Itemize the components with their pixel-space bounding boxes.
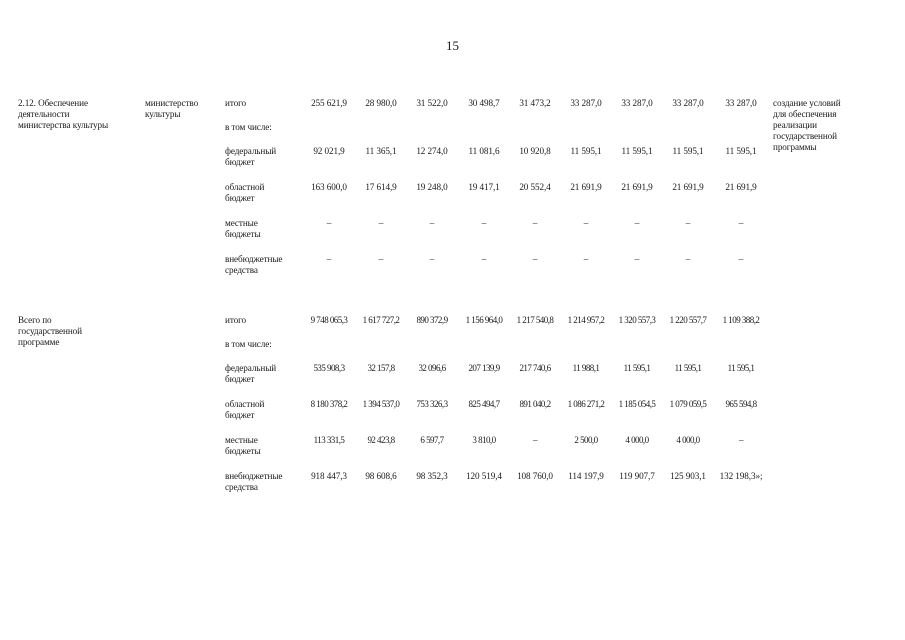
value-cell: – [378,218,384,228]
row-label: местные бюджеты [225,218,261,239]
value-cell: – [378,254,384,264]
page-number: 15 [446,38,459,53]
value-cell: 19 248,0 [416,182,448,192]
value-cell: 11 595,1 [570,146,602,156]
value-cell: – [739,435,743,445]
row-label: местные бюджеты [225,435,261,456]
value-cell: 890 372,9 [416,315,448,325]
value-cell: 9 748 065,3 [310,315,348,325]
value-cell: – [326,218,332,228]
value-cell: 108 760,0 [517,471,553,481]
value-cell: – [429,218,435,228]
value-cell: – [634,254,640,264]
value-cell: 3 810,0 [472,435,496,445]
value-cell: 1 617 727,2 [362,315,400,325]
value-cell: 753 326,3 [416,399,448,409]
row-label: в том числе: [225,339,272,349]
value-cell: 11 365,1 [365,146,397,156]
value-cell: 1 109 388,2 [722,315,760,325]
value-cell: 4 000,0 [625,435,649,445]
value-cell: 1 214 957,2 [567,315,605,325]
value-cell: 28 980,0 [365,98,397,108]
value-cell: – [583,218,589,228]
row-label: в том числе: [225,122,272,132]
value-cell: 2 500,0 [574,435,598,445]
value-cell: 11 081,6 [468,146,500,156]
value-cell: 825 494,7 [468,399,500,409]
value-cell: 125 903,1 [670,471,706,481]
section-name: Всего по государственной программе [18,315,82,347]
row-label: внебюджетные средства [225,471,283,492]
row-label: внебюджетные средства [225,254,283,275]
value-cell: – [583,254,589,264]
value-cell: 12 274,0 [416,146,448,156]
value-cell: 535 908,3 [313,363,345,373]
row-label: федеральный бюджет [225,146,277,167]
value-cell: – [326,254,332,264]
value-cell: 10 920,8 [519,146,551,156]
value-cell: 21 691,9 [621,182,653,192]
value-cell: 1 086 271,2 [567,399,605,409]
row-label: областной бюджет [225,182,265,203]
value-cell: 32 157,8 [367,363,395,373]
value-cell: 1 394 537,0 [362,399,400,409]
value-cell: 11 595,1 [725,146,757,156]
value-cell: 6 597,7 [420,435,444,445]
value-cell: 207 139,9 [468,363,500,373]
value-cell: – [532,218,538,228]
value-cell: 11 595,1 [623,363,651,373]
value-cell: – [634,218,640,228]
value-cell: 33 287,0 [570,98,602,108]
value-cell: 98 608,6 [365,471,397,481]
value-cell: 11 595,1 [674,363,702,373]
value-cell: 8 180 378,2 [310,399,348,409]
value-cell: 11 988,1 [572,363,600,373]
section-executor: министерство культуры [145,98,199,119]
value-cell: 255 621,9 [311,98,347,108]
value-cell: – [685,254,691,264]
value-cell: 4 000,0 [676,435,700,445]
value-cell: 31 522,0 [416,98,448,108]
value-cell: – [481,254,487,264]
value-cell: 217 740,6 [519,363,551,373]
value-cell: 21 691,9 [725,182,757,192]
row-label: федеральный бюджет [225,363,277,384]
value-cell: 33 287,0 [621,98,653,108]
value-cell: – [429,254,435,264]
value-cell: 120 519,4 [466,471,502,481]
value-cell: 1 217 540,8 [516,315,554,325]
value-cell: 21 691,9 [570,182,602,192]
value-cell: 918 447,3 [311,471,347,481]
row-label: областной бюджет [225,399,265,420]
value-cell: 113 331,5 [313,435,345,445]
value-cell: 891 040,2 [519,399,551,409]
value-cell: 1 079 059,5 [669,399,707,409]
value-cell: 21 691,9 [672,182,704,192]
value-cell: 30 498,7 [468,98,500,108]
row-label: итого [225,315,247,325]
value-cell: 33 287,0 [672,98,704,108]
section-name: 2.12. Обеспечение деятельности министерства культуры [18,98,109,130]
value-cell: – [685,218,691,228]
value-cell: 119 907,7 [619,471,655,481]
row-label: итого [225,98,247,108]
value-cell: – [738,254,744,264]
value-cell: 965 594,8 [725,399,757,409]
value-cell: 11 595,1 [727,363,755,373]
value-cell: 114 197,9 [568,471,604,481]
value-cell: – [532,254,538,264]
value-cell: 1 185 054,5 [618,399,656,409]
value-cell: – [533,435,537,445]
value-cell: 1 220 557,7 [669,315,707,325]
value-cell: 17 614,9 [365,182,397,192]
value-cell: 20 552,4 [519,182,551,192]
value-cell: – [481,218,487,228]
value-cell: 1 320 557,3 [618,315,656,325]
value-cell: 11 595,1 [672,146,704,156]
value-cell: 32 096,6 [418,363,446,373]
value-cell: 33 287,0 [725,98,757,108]
value-cell: – [738,218,744,228]
value-cell: 1 156 964,0 [465,315,503,325]
value-cell: 31 473,2 [519,98,551,108]
value-cell: 92 423,8 [367,435,395,445]
value-cell: 98 352,3 [416,471,448,481]
value-cell: 11 595,1 [621,146,653,156]
value-cell: 163 600,0 [311,182,347,192]
value-cell: 19 417,1 [468,182,500,192]
section-result: создание условий для обеспечения реализации государственной программы [773,98,841,152]
value-cell: 92 021,9 [313,146,345,156]
value-cell: 132 198,3»; [719,471,763,481]
